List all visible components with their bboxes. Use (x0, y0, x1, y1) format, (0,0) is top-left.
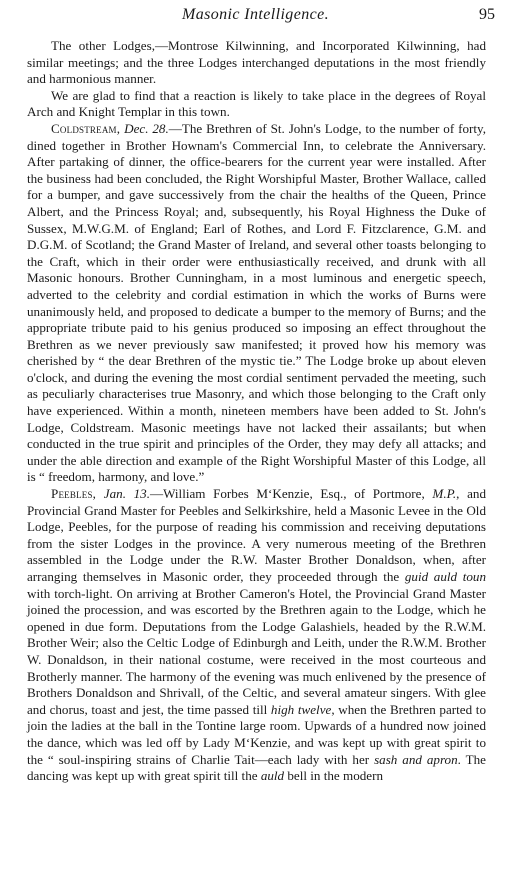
page-header (0, 6, 511, 28)
peebles-text-1: —William Forbes M‘Kenzie, Esq., of Portmore, (149, 486, 433, 502)
article-body (27, 38, 486, 785)
paragraph-coldstream (27, 121, 486, 486)
paragraph-reaction: We are glad to find that a reaction is likely to take place in the degrees of Royal Arch and Knight Templar in this town. (27, 87, 486, 120)
peebles-mp: M.P. (432, 486, 457, 502)
peebles-text-2: , and Provincial Grand Master for Peebles and Selkirkshire, held a Masonic Levee in the Old Lodge, Peebles, for the purpose of reading his commission and receiving deputations from the sister Lodges in the province. A very numerous meeting of the Brethren assembled in the Lodge under the R.W. Master Brother Donaldson, when, after arranging themselves in Masonic order, they proceeded through the (27, 486, 486, 584)
running-title: Masonic Intelligence. (181, 6, 330, 23)
date-coldstream: Dec. 28. (124, 120, 169, 136)
date-peebles: Jan. 13. (103, 486, 150, 502)
peebles-guid-auld-toun: guid auld toun (404, 569, 486, 584)
paragraph-other-lodges: The other Lodges,—Montrose Kilwinning, and Incorporated Kilwinning, had similar meetings; and the three Lodges interchanged deputations in the most friendly and harmonious manner. (27, 38, 486, 87)
peebles-text-6: bell in the modern (284, 768, 384, 784)
peebles-auld: auld (260, 768, 285, 784)
peebles-text-4: , when the Brethren parted to join the ladies at the ball in the Tontine large room. Upwards of a hundred now joined the dance, which was led off by Lady M‘Kenzie, and was kept up with great spirit to the “ soul-inspiring strains of Charlie Tait—each lady with her (27, 701, 486, 767)
place-heading-coldstream: Coldstream, (51, 120, 121, 136)
paragraph-peebles (27, 486, 486, 785)
page-number: 95 (479, 6, 495, 23)
peebles-high-twelve: high twelve (270, 701, 332, 717)
peebles-text-5: . The dancing was kept up with great spirit till the (27, 751, 486, 784)
peebles-text-3: with torch-light. On arriving at Brother Cameron's Hotel, the Provincial Grand Master joined the procession, and was escorted by the Brethren again to the Lodge, which he opened in due form. Deputations from the Lodge Galashiels, headed by the R.W.M. Brother Weir; also the Celtic Lodge of Edinburgh and Leith, under the R.W.M. Brother W. Donaldson, in their national costume, were received in the most courteous and Brotherly manner. The harmony of the evening was much enlivened by the presence of Brothers Donaldson and Shrivall, of the Celtic, and several amateur singers. With glee and chorus, toast and jest, the time passed till (27, 585, 486, 717)
peebles-sash-and-apron: sash and apron (374, 751, 458, 767)
place-heading-peebles: Peebles, (51, 486, 97, 502)
coldstream-report-text: —The Brethren of St. John's Lodge, to the number of forty, dined together in Brother Hownam's Commercial Inn, to celebrate the Anniversary. After partaking of dinner, the office-bearers for the current year were installed. After the business had been concluded, the Right Worshipful Master, Brother Wallace, called for a bumper, and gave successively from the chair the healths of the Queen, Prince Albert, and the Princess Royal; and, subsequently, his Royal Highness the Duke of Sussex, M.W.G.M. of England; Earl of Rothes, and Lord F. Fitzclarence, G.M. and D.G.M. of Scotland; the Grand Master of Ireland, and several other toasts belonging to the Craft, which in their order were enthusiastically received, and drunk with all Masonic honours. Brother Cunningham, in a most luminous and energetic speech, adverted to the celebrity and cordial estimation in which the works of Burns were unanimously held, and proposed to dedicate a bumper to the memory of Burns; and the appropriate tribute paid to his genius produced so imposing an effect throughout the Brethren as we never previously saw manifested; it proved how his memory was cherished by “ the dear Brethren of the mystic tie.” The Lodge broke up about eleven o'clock, and during the evening the most cordial sentiment pervaded the meeting, such as peculiarly characterises true Masonry, and which those belonging to the Craft only have experienced. Within a month, nineteen members have been added to St. John's Lodge, Coldstream. Masonic meetings have not lacked their assailants; but when conducted in the true spirit and principles of the Order, they may defy all attacks; and under the able direction and example of the Right Worshipful Master of this Lodge, all is “ freedom, harmony, and love.” (27, 120, 486, 485)
